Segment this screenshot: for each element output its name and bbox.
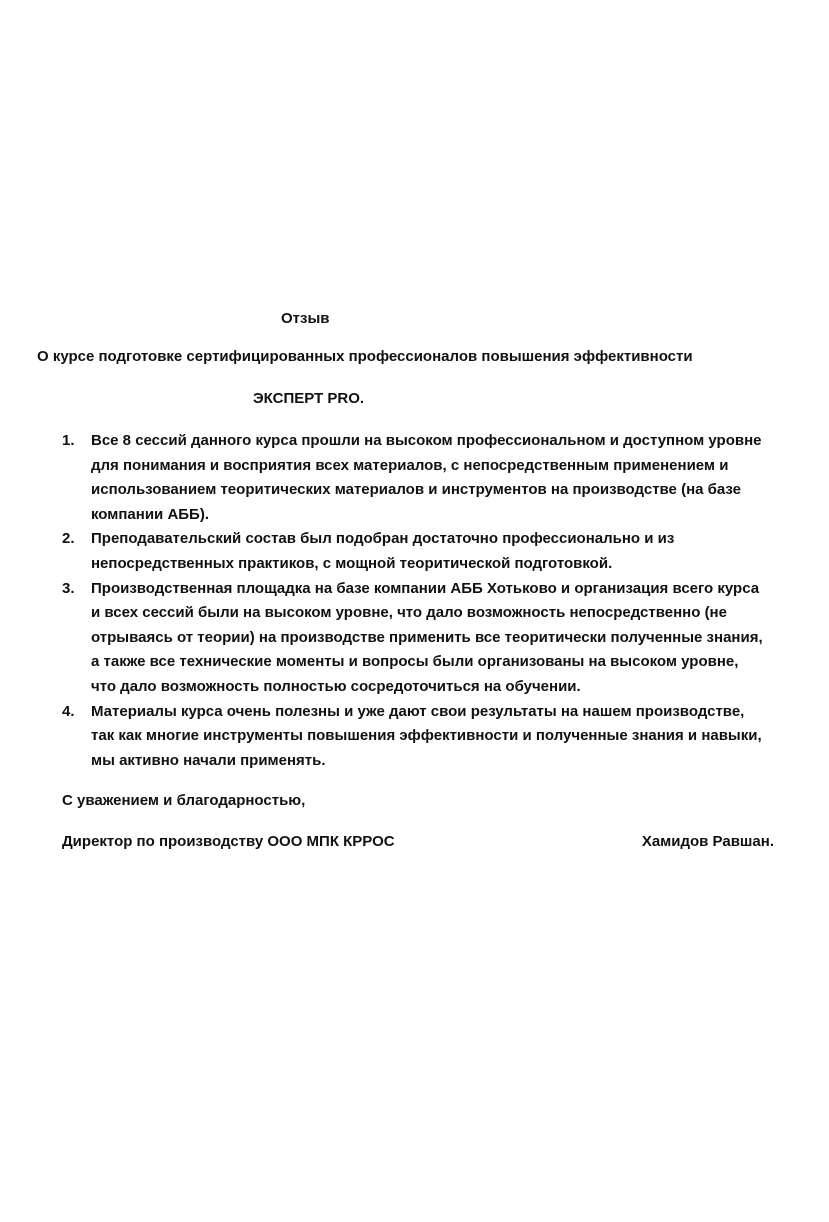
list-item-line: мы активно начали применять. <box>91 751 326 769</box>
signature-title: Директор по производству ООО МПК КРРОС <box>62 833 395 850</box>
list-item-number: 2. <box>62 530 75 548</box>
list-item-line: Преподавательский состав был подобран достаточно профессионально и из <box>91 530 675 548</box>
list-item-line: а также все технические моменты и вопросы были организованы на высоком уровне, <box>91 653 739 671</box>
list-item <box>62 700 792 774</box>
list-item-number: 4. <box>62 702 75 720</box>
document-subtitle: О курсе подготовке сертифицированных профессионалов повышения эффективности <box>37 348 693 365</box>
list-item-line: непосредственных практиков, с мощной теоритической подготовкой. <box>91 554 613 572</box>
list-item-line: Материалы курса очень полезны и уже дают свои результаты на нашем производстве, <box>91 702 745 720</box>
list-item-line: Производственная площадка на базе компании АББ Хотьково и организация всего курса <box>91 579 760 597</box>
list-item-line: Все 8 сессий данного курса прошли на высоком профессиональном и доступном уровне <box>91 432 762 449</box>
list-item-number: 3. <box>62 579 75 597</box>
list-item-line: для понимания и восприятия всех материалов, с непосредственным применением и <box>91 456 729 474</box>
document-title: Отзыв <box>281 310 330 327</box>
list-item-line: так как многие инструменты повышения эффективности и полученные знания и навыки, <box>91 727 762 745</box>
list-item-line: отрываясь от теории) на производстве применить все теоритически полученные знания, <box>91 628 763 646</box>
list-item-number: 1. <box>62 432 75 449</box>
review-points-list <box>62 429 792 773</box>
list-item <box>62 429 792 527</box>
list-item-line: компании АББ). <box>91 505 210 523</box>
closing-line: С уважением и благодарностью, <box>62 792 306 809</box>
list-item <box>62 577 792 700</box>
list-item-line: использованием теоритических материалов и инструментов на производстве (на базе <box>91 481 742 499</box>
list-item <box>62 527 792 576</box>
list-item-line: и всех сессий были на высоком уровне, что дало возможность непосредственно (не <box>91 604 727 622</box>
signature-name: Хамидов Равшан. <box>641 833 774 850</box>
list-item-line: что дало возможность полностью сосредоточиться на обучении. <box>91 677 581 695</box>
program-name: ЭКСПЕРТ PRO. <box>253 390 365 407</box>
